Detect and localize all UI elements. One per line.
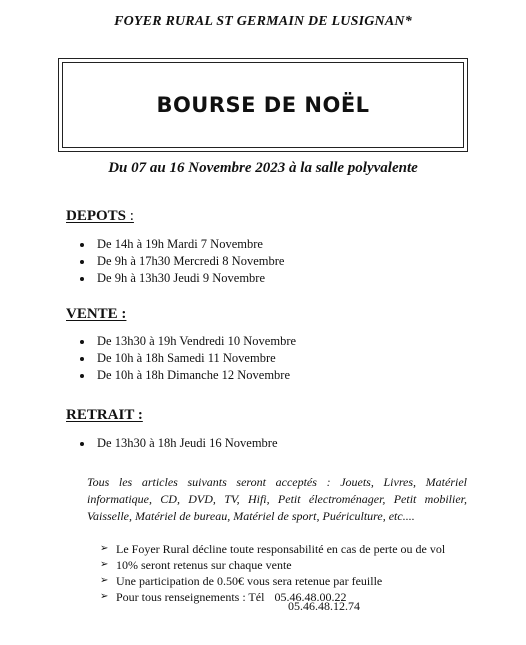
retrait-heading: RETRAIT : bbox=[66, 407, 143, 423]
condition-text: 10% seront retenus sur chaque vente bbox=[116, 558, 292, 572]
list-item: De 9h à 13h30 Jeudi 9 Novembre bbox=[62, 270, 284, 287]
organization-header: FOYER RURAL ST GERMAIN DE LUSIGNAN* bbox=[114, 14, 412, 29]
condition-text: Le Foyer Rural décline toute responsabilité en cas de perte ou de vol bbox=[116, 542, 446, 556]
list-item: De 13h30 à 18h Jeudi 16 Novembre bbox=[62, 435, 278, 452]
depots-list bbox=[62, 236, 284, 287]
phone-number-1: 05.46.48.00.22 bbox=[274, 590, 347, 604]
condition-text: Une participation de 0.50€ vous sera retenue par feuille bbox=[116, 574, 383, 588]
list-item: De 14h à 19h Mardi 7 Novembre bbox=[62, 236, 284, 253]
conditions-list bbox=[100, 541, 445, 605]
event-dates: Du 07 au 16 Novembre 2023 à la salle polyvalente bbox=[108, 160, 418, 176]
vente-list bbox=[62, 333, 296, 384]
arrow-bullet-icon: ➢ bbox=[100, 559, 109, 570]
condition-text: Pour tous renseignements : Tél bbox=[116, 590, 265, 604]
condition-item bbox=[100, 541, 445, 557]
depots-heading: DEPOTS : bbox=[66, 208, 134, 224]
document-title: BOURSE DE NOËL bbox=[156, 93, 370, 117]
retrait-list bbox=[62, 435, 278, 452]
list-item: De 13h30 à 19h Vendredi 10 Novembre bbox=[62, 333, 296, 350]
condition-item bbox=[100, 557, 445, 573]
accepted-items-note: Tous les articles suivants seront acceptés : Jouets, Livres, Matériel informatique, CD, DVD, TV, Hifi, Petit électroménager, Petit mobilier, Vaisselle, Matériel de bureau, Matériel de sport, Puériculture, etc.... bbox=[87, 475, 467, 523]
list-item: De 10h à 18h Samedi 11 Novembre bbox=[62, 350, 296, 367]
condition-item bbox=[100, 573, 445, 589]
list-item: De 10h à 18h Dimanche 12 Novembre bbox=[62, 367, 296, 384]
arrow-bullet-icon: ➢ bbox=[100, 543, 109, 554]
title-box bbox=[62, 62, 464, 148]
vente-heading: VENTE : bbox=[66, 306, 127, 322]
condition-item bbox=[100, 589, 445, 605]
phone-number-2: 05.46.48.12.74 bbox=[288, 599, 360, 613]
arrow-bullet-icon: ➢ bbox=[100, 591, 109, 602]
list-item: De 9h à 17h30 Mercredi 8 Novembre bbox=[62, 253, 284, 270]
arrow-bullet-icon: ➢ bbox=[100, 575, 109, 586]
depots-heading-text: DEPOTS bbox=[66, 208, 127, 224]
